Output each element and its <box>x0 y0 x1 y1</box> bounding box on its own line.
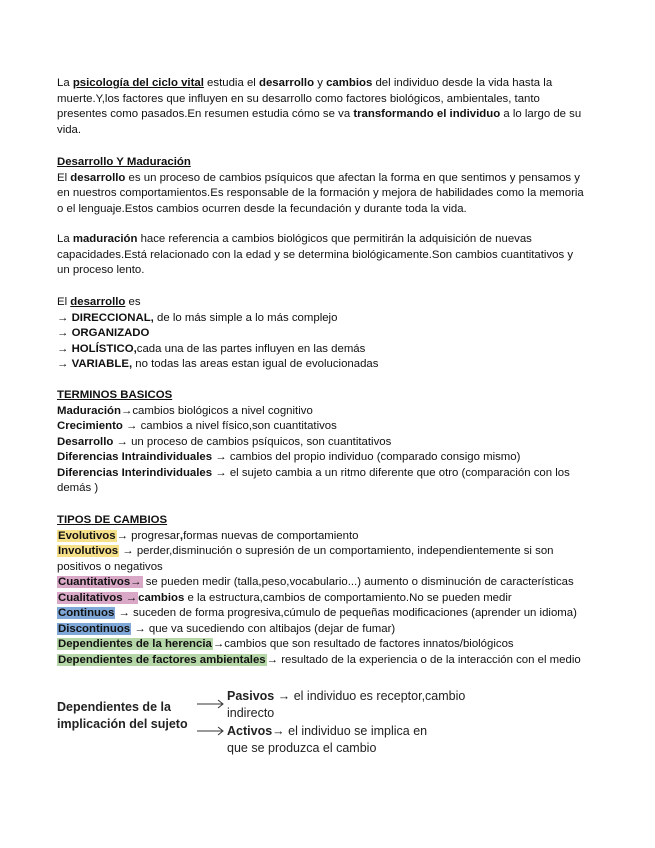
term: Diferencias Intraindividuales <box>57 451 213 463</box>
text: presentes como pasados.En resumen estudia cómo se va <box>57 108 354 120</box>
text: → el sujeto cambia a un ritmo diferente que otro (comparación con los <box>212 466 570 479</box>
term: Maduración <box>57 404 121 417</box>
term: Desarrollo <box>57 435 114 448</box>
tipo-cuantitativos <box>57 575 605 591</box>
tipo-cualitativos <box>57 591 605 607</box>
intro-line-3 <box>57 107 605 123</box>
text: → el individuo es receptor,cambio <box>274 689 466 703</box>
desarrollo-line-1 <box>57 171 605 187</box>
highlight-blue: Discontinuos <box>58 622 131 635</box>
arrow: → <box>122 591 138 604</box>
term: Cualitativos <box>58 591 123 604</box>
text: El <box>57 296 71 308</box>
arrow: → <box>130 576 142 588</box>
arrow: → <box>57 311 72 324</box>
term: Cuantitativos <box>58 576 131 588</box>
text: → cambios a nivel físico,son cuantitativos <box>122 420 337 432</box>
term-psicologia-ciclo-vital: psicología del ciclo vital <box>72 77 204 89</box>
text: cada una de las partes influyen en las demás <box>136 342 366 355</box>
maduracion-line-3: un proceso lento. <box>57 264 145 276</box>
text: del individuo desde la vida hasta la <box>372 77 553 89</box>
section-desarrollo-maduracion <box>57 155 605 217</box>
arrow-to-pasivos <box>197 700 223 708</box>
text: , <box>179 529 184 542</box>
text: Dependientes de la <box>57 700 171 714</box>
text: →cambios biológicos a nivel cognitivo <box>120 404 313 417</box>
text: estudia el <box>203 77 259 89</box>
list-item <box>57 404 605 420</box>
text: e la estructura,cambios de comportamiento.No se pueden medir <box>184 591 512 604</box>
text: formas nuevas de comportamiento <box>183 529 359 542</box>
text: no todas las areas estan igual de evolucionadas <box>132 358 379 370</box>
list-item <box>57 450 605 466</box>
term-maduracion: maduración <box>72 233 138 245</box>
tipo-herencia <box>57 637 605 653</box>
section-heading: TERMINOS BASICOS <box>57 389 173 401</box>
term: Pasivos <box>227 689 275 703</box>
text: cambios <box>138 591 185 604</box>
list-item <box>57 311 605 327</box>
highlight-blue: Continuos <box>58 607 115 619</box>
text: de lo más simple a lo más complejo <box>153 311 338 324</box>
text: hace referencia a cambios biológicos que permitirán la adquisición de nuevas <box>137 233 532 245</box>
intro-line-2: muerte.Y,los factores que influyen en su desarrollo como factores biológicos, ambientales, tanto <box>57 92 540 105</box>
section-tipos-cambios <box>57 513 605 668</box>
term: HOLÍSTICO, <box>71 342 137 355</box>
text: es <box>125 296 141 308</box>
diagram-label <box>57 699 188 733</box>
arrow: → <box>57 327 72 339</box>
maduracion-paragraph <box>57 232 605 279</box>
arrow-to-activos <box>197 727 223 735</box>
text: → un proceso de cambios psíquicos, son cuantitativos <box>113 435 392 448</box>
term-cambios: cambios <box>326 77 373 89</box>
list-item <box>57 342 605 358</box>
text: El <box>57 171 71 184</box>
highlight-pink <box>57 592 138 604</box>
text: se pueden medir (talla,peso,vocabulario...) aumento o disminución de características <box>142 576 574 588</box>
term-desarrollo: desarrollo <box>258 77 315 89</box>
text: La <box>57 77 73 89</box>
list-item <box>57 435 605 451</box>
section-heading: Desarrollo Y Maduración <box>57 156 191 168</box>
arrow: → <box>57 342 72 355</box>
term: Activos <box>227 724 273 738</box>
text: La <box>57 233 73 245</box>
tipo-involutivos-cont: positivos o negativos <box>57 560 163 573</box>
term: Diferencias Interindividuales <box>57 466 213 479</box>
text: y <box>314 77 327 89</box>
term-desarrollo: desarrollo <box>70 171 126 184</box>
text: indirecto <box>227 705 275 720</box>
tipo-continuos <box>57 606 605 622</box>
term: Crecimiento <box>57 420 123 432</box>
text: a lo largo de su <box>500 108 582 120</box>
text: → el individuo se implica en <box>272 724 428 738</box>
section-heading: TIPOS DE CAMBIOS <box>57 514 168 526</box>
diagram-activos <box>227 723 427 756</box>
text: que se produzca el cambio <box>227 740 377 755</box>
intro-paragraph <box>57 76 605 138</box>
desarrollo-es-intro <box>57 295 605 311</box>
list-item <box>57 326 605 342</box>
highlight-pink <box>57 576 143 588</box>
maduracion-line-1 <box>57 232 605 248</box>
list-item <box>57 466 605 482</box>
list-item-continuation: demás ) <box>57 482 99 494</box>
desarrollo-line-3: o el lenguaje.Estos cambios ocurren desde la fecundación y durante toda la vida. <box>57 202 467 215</box>
list-item <box>57 357 605 373</box>
term-transformando: transformando el individuo <box>353 108 501 120</box>
text: → resultado de la experiencia o de la interacción con el medio <box>266 653 581 666</box>
term: DIRECCIONAL, <box>71 311 154 324</box>
text: → progresar <box>116 529 180 542</box>
term: VARIABLE, <box>71 358 133 370</box>
term-desarrollo: desarrollo <box>70 296 126 308</box>
intro-line-1 <box>57 76 605 92</box>
implicacion-diagram <box>57 688 617 768</box>
highlight-yellow: Involutivos <box>58 545 119 557</box>
tipo-ambientales <box>57 653 605 669</box>
text: → suceden de forma progresiva,cúmulo de pequeñas modificaciones (aprender un idioma) <box>115 607 577 619</box>
text: es un proceso de cambios psíquicos que afectan la forma en que sentimos y pensamos y <box>125 171 580 184</box>
tipo-evolutivos <box>57 529 605 545</box>
diagram-arrows <box>195 696 229 736</box>
desarrollo-line-2: en nuestros comportamientos.Es responsable de la formación y mejora de habilidades como la memoria <box>57 187 584 199</box>
tipo-discontinuos <box>57 622 605 638</box>
section-terminos-basicos <box>57 388 605 497</box>
text: → que va sucediendo con altibajos (dejar de fumar) <box>131 622 396 635</box>
text: implicación del sujeto <box>57 717 188 731</box>
tipo-involutivos <box>57 544 605 560</box>
text: →cambios que son resultado de factores innatos/biológicos <box>212 638 514 650</box>
desarrollo-es-list <box>57 295 605 373</box>
maduracion-line-2: capacidades.Está relacionado con la edad y se determina biológicamente.Son cambios cuantitativos y <box>57 248 574 261</box>
arrow: → <box>57 358 72 370</box>
text: → perder,disminución o supresión de un comportamiento, independientemente si son <box>119 545 554 557</box>
list-item <box>57 419 605 435</box>
highlight-green: Dependientes de la herencia <box>58 638 212 650</box>
highlight-yellow: Evolutivos <box>58 529 116 542</box>
text: → cambios del propio individuo (comparado consigo mismo) <box>212 451 521 463</box>
diagram-pasivos <box>227 688 465 721</box>
term: ORGANIZADO <box>71 327 150 339</box>
intro-line-4: vida. <box>57 123 82 136</box>
highlight-green: Dependientes de factores ambientales <box>58 653 266 666</box>
